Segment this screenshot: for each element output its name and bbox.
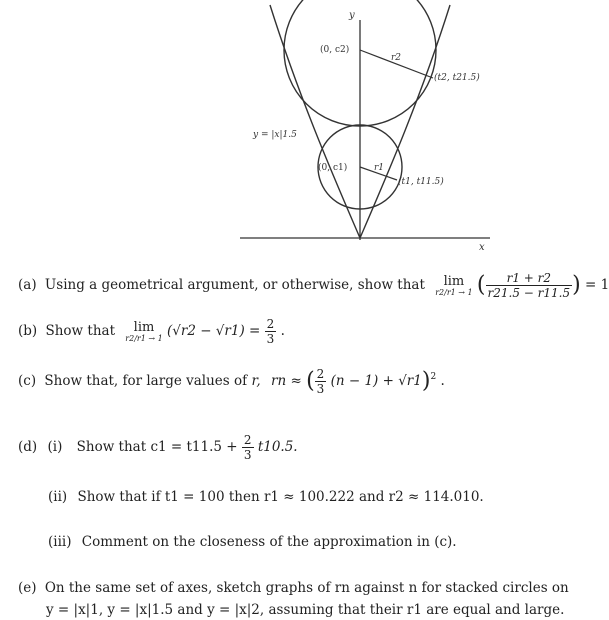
part-b-limit <box>125 321 162 343</box>
tangent-t2-label: (t2, t21.5) <box>434 73 480 83</box>
tangent-t1-label: (t1, t11.5) <box>398 177 444 187</box>
part-c-frac-num: 2 <box>316 367 325 381</box>
part-d-i-label: (i) <box>47 439 63 455</box>
part-b-frac-den: 3 <box>266 332 275 346</box>
radius-r2-label: r2 <box>391 53 402 63</box>
part-b-label: (b) <box>18 323 38 339</box>
part-c-expr: (n − 1) + √r1 <box>330 373 422 389</box>
part-d-ii-label: (ii) <box>48 489 68 505</box>
part-a-label: (a) <box>18 277 37 293</box>
part-d-i-text: Show that c1 = t11.5 + <box>76 439 238 455</box>
part-d-i-tail: t10.5. <box>257 439 298 455</box>
part-d-iii-text: Comment on the closeness of the approximation in (c). <box>81 534 457 550</box>
part-b-end: . <box>280 323 285 339</box>
part-d-ii <box>48 491 484 505</box>
part-a-frac-den: r21.5 − r11.5 <box>487 286 571 300</box>
part-a-frac-num: r1 + r2 <box>486 272 573 286</box>
part-d-i <box>18 434 298 461</box>
part-c-end: . <box>440 373 445 389</box>
part-d-i-frac-den: 3 <box>243 448 252 462</box>
part-c-fraction <box>315 368 327 395</box>
part-e <box>18 582 569 596</box>
part-e-line2-wrap <box>46 604 564 618</box>
part-a-lim: lim <box>443 273 465 289</box>
part-c-frac-den: 3 <box>316 382 325 396</box>
part-e-line1: On the same set of axes, sketch graphs of rn against n for stacked circles on <box>44 580 569 596</box>
part-d-i-frac-num: 2 <box>243 433 252 447</box>
stacked-circles-figure <box>0 0 592 260</box>
part-c-var: r, <box>251 373 261 389</box>
part-e-label: (e) <box>18 580 37 596</box>
part-a: (a) Using a geometrical argument, or otherwise, show that lim r2/r1 → 1 ( $\frac{r1 + r2}{r21.5 - r11.5}$ ) = 1 <box>18 271 609 300</box>
part-b-expr: (√r2 − √r1) = <box>167 323 261 339</box>
part-c: (c) Show that, for large values of r, rn ≈ ( $\frac{2}{3}$ (n − 1) + √r1)$^2$ . <box>18 367 445 396</box>
part-e-line2: y = |x|1, y = |x|1.5 and y = |x|2, assuming that their r1 are equal and large. <box>46 602 565 618</box>
part-d-iii-label: (iii) <box>48 534 72 550</box>
part-b-lim: lim <box>133 319 155 335</box>
part-b <box>18 318 285 345</box>
part-c-label: (c) <box>18 373 37 389</box>
part-a-text: Using a geometrical argument, or otherwise, show that <box>44 277 425 293</box>
point-c1-label: (0, c1) <box>318 163 348 173</box>
part-d-label: (d) <box>18 439 38 455</box>
part-d-iii <box>48 536 457 550</box>
curve-label: y = |x|1.5 <box>253 130 297 140</box>
radius-r1-label: r1 <box>374 163 385 173</box>
part-b-text: Show that <box>45 323 115 339</box>
part-a-limit <box>435 275 472 297</box>
part-b-fraction <box>265 318 277 345</box>
part-b-lim-under: r2/r1 → 1 <box>125 333 163 343</box>
point-c2-label: (0, c2) <box>320 45 350 55</box>
part-c-power: 2 <box>430 372 437 382</box>
part-c-approx: rn ≈ <box>271 373 302 389</box>
part-d-i-fraction <box>242 434 254 461</box>
part-a-lim-under: r2/r1 → 1 <box>435 287 473 297</box>
part-d-ii-text: Show that if t1 = 100 then r1 ≈ 100.222 and r2 ≈ 114.010. <box>77 489 484 505</box>
y-axis-label: y <box>349 10 355 21</box>
part-a-fraction <box>486 272 573 299</box>
part-a-rhs: = 1 <box>584 277 609 293</box>
x-axis-label: x <box>479 242 485 253</box>
part-c-text: Show that, for large values of <box>44 373 248 389</box>
part-b-frac-num: 2 <box>266 317 275 331</box>
